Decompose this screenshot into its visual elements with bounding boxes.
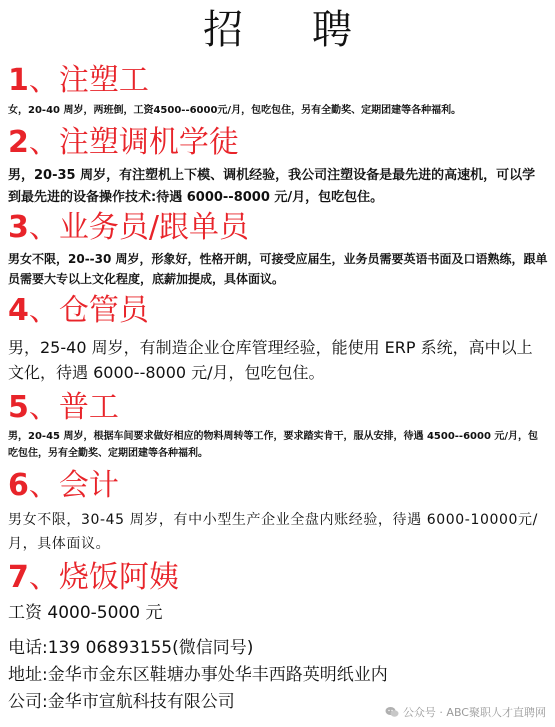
job-5-separator: 、	[28, 390, 59, 425]
job-5-number: 5	[8, 390, 29, 425]
job-7-number: 7	[8, 560, 29, 595]
contact-address: 地址:金华市金东区鞋塘办事处华丰西路英明纸业内	[8, 665, 388, 685]
contact-phone: 电话:139 06893155(微信同号)	[8, 638, 254, 658]
job-2-number: 2	[8, 125, 29, 160]
job-6-heading	[8, 468, 119, 504]
job-1-number: 1	[8, 63, 29, 98]
job-2-name: 注塑调机学徒	[58, 125, 239, 160]
job-5-heading	[8, 390, 119, 426]
job-3-description: 男女不限，20--30 周岁，形象好，性格开朗，可接受应届生，业务员需要英语书面及口语熟练，跟单员需要大专以上文化程度，底薪加提成，具体面议。	[8, 252, 548, 286]
job-5-name: 普工	[58, 390, 119, 425]
wechat-icon	[385, 706, 399, 718]
job-1-heading	[8, 63, 149, 99]
job-4-name: 仓管员	[58, 293, 149, 328]
job-6-description: 男女不限，30-45 周岁，有中小型生产企业全盘内账经验，待遇 6000-10000元/月，具体面议。	[8, 512, 538, 552]
job-7-heading	[8, 560, 179, 596]
watermark	[382, 703, 549, 721]
job-3-heading	[8, 210, 249, 246]
job-1-name: 注塑工	[58, 63, 149, 98]
job-2-heading	[8, 125, 239, 161]
job-4-heading	[8, 293, 149, 329]
job-2-separator: 、	[28, 125, 59, 160]
job-4-description: 男，25-40 周岁，有制造企业仓库管理经验，能使用 ERP 系统，高中以上文化，待遇 6000--8000 元/月，包吃包住。	[8, 338, 533, 382]
job-3-name: 业务员/跟单员	[58, 210, 249, 245]
contact-company: 公司:金华市宣航科技有限公司	[8, 692, 235, 712]
job-6-separator: 、	[28, 468, 59, 503]
job-5-description: 男，20-45 周岁，根据车间要求做好相应的物料周转等工作，要求踏实肯干，服从安排，待遇 4500--6000 元/月，包吃包住，另有全勤奖、定期团建等各种福利。	[8, 431, 539, 459]
job-4-number: 4	[8, 293, 29, 328]
job-1-description: 女，20-40 周岁，两班倒，工资4500--6000元/月，包吃包住，另有全勤奖、定期团建等各种福利。	[8, 105, 462, 116]
page-title: 招 聘	[203, 7, 380, 53]
job-7-separator: 、	[28, 560, 59, 595]
job-3-number: 3	[8, 210, 29, 245]
job-6-number: 6	[8, 468, 29, 503]
job-4-separator: 、	[28, 293, 59, 328]
job-1-separator: 、	[28, 63, 59, 98]
job-3-separator: 、	[28, 210, 59, 245]
job-7-description: 工资 4000-5000 元	[8, 603, 163, 623]
job-6-name: 会计	[58, 468, 119, 503]
job-2-description: 男，20-35 周岁，有注塑机上下模、调机经验，我公司注塑设备是最先进的高速机，可以学到最先进的设备操作技术:待遇 6000--8000 元/月，包吃包住。	[8, 168, 536, 205]
job-7-name: 烧饭阿姨	[58, 560, 179, 595]
watermark-text: 公众号 · ABC聚职人才直聘网	[402, 706, 546, 719]
